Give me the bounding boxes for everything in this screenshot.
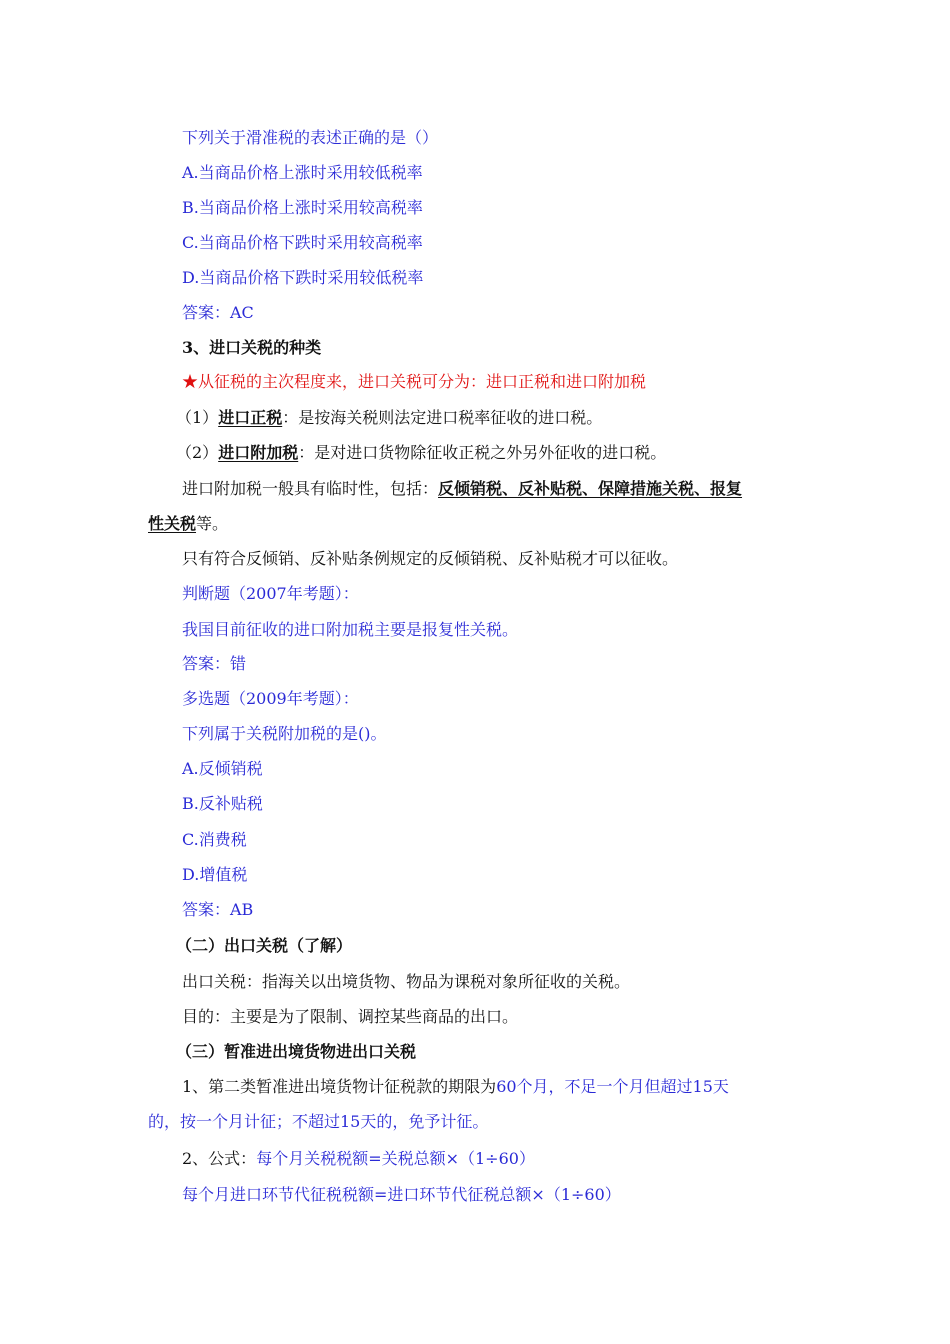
q1-option-b: B.当商品价格上涨时采用较高税率 bbox=[182, 198, 423, 217]
item-number: （2） bbox=[176, 443, 219, 462]
surcharge-paragraph-line1 bbox=[0, 477, 950, 501]
q2-answer: 答案：错 bbox=[182, 654, 247, 673]
formula-line bbox=[0, 1147, 950, 1171]
temporary-goods-paragraph-line1 bbox=[0, 1075, 950, 1099]
section-heading-import-tariff-types: 3、进口关税的种类 bbox=[182, 338, 322, 357]
paragraph-text: 等。 bbox=[196, 514, 229, 533]
term-import-surcharge: 进口附加税 bbox=[218, 443, 299, 462]
q2-label: 判断题（2007年考题）： bbox=[182, 584, 359, 603]
q1-option-a: A.当商品价格上涨时采用较低税率 bbox=[182, 163, 423, 182]
surcharge-types-cont: 性关税 bbox=[148, 514, 197, 533]
term-import-main-tax: 进口正税 bbox=[218, 408, 283, 427]
export-tariff-definition: 出口关税：指海关以出境货物、物品为课税对象所征收的关税。 bbox=[182, 972, 631, 991]
period-highlight: 60个月，不足一个月但超过15天 bbox=[496, 1077, 729, 1096]
q3-option-b: B.反补贴税 bbox=[182, 794, 263, 813]
item-definition: ：是按海关税则法定进口税率征收的进口税。 bbox=[282, 408, 603, 427]
temporary-goods-paragraph-line2: 的，按一个月计征；不超过15天的，免予计征。 bbox=[148, 1112, 489, 1131]
monthly-import-tax-formula: 每个月进口环节代征税税额=进口环节代征税总额×（1÷60） bbox=[182, 1185, 621, 1204]
q3-answer: 答案：AB bbox=[182, 900, 254, 919]
q1-option-d: D.当商品价格下跌时采用较低税率 bbox=[182, 268, 424, 287]
item-import-surcharge bbox=[0, 441, 950, 465]
export-tariff-purpose: 目的：主要是为了限制、调控某些商品的出口。 bbox=[182, 1007, 519, 1026]
paragraph-text: 进口附加税一般具有临时性，包括： bbox=[182, 479, 439, 498]
q3-option-c: C.消费税 bbox=[182, 830, 247, 849]
item-main-import-tax bbox=[0, 406, 950, 430]
q2-question: 我国目前征收的进口附加税主要是报复性关税。 bbox=[182, 620, 519, 639]
monthly-tariff-formula: 每个月关税税额=关税总额×（1÷60） bbox=[256, 1149, 535, 1168]
q1-answer: 答案：AC bbox=[182, 303, 254, 322]
surcharge-paragraph-line2 bbox=[0, 512, 950, 536]
q3-option-d: D.增值税 bbox=[182, 865, 248, 884]
paragraph-text: 1、第二类暂准进出境货物计征税款的期限为 bbox=[182, 1077, 497, 1096]
q1-question: 下列关于滑准税的表述正确的是（） bbox=[182, 128, 439, 147]
q1-option-c: C.当商品价格下跌时采用较高税率 bbox=[182, 233, 423, 252]
item-number: （1） bbox=[176, 408, 219, 427]
anti-dumping-note: 只有符合反倾销、反补贴条例规定的反倾销税、反补贴税才可以征收。 bbox=[182, 549, 679, 568]
q3-question: 下列属于关税附加税的是()。 bbox=[182, 724, 387, 743]
item-definition: ：是对进口货物除征收正税之外另外征收的进口税。 bbox=[298, 443, 667, 462]
section-heading-temporary-goods: （三）暂准进出境货物进出口关税 bbox=[176, 1042, 417, 1061]
surcharge-types: 反倾销税、反补贴税、保障措施关税、报复 bbox=[438, 479, 743, 498]
formula-label: 2、公式： bbox=[182, 1149, 257, 1168]
section-heading-export-tariff: （二）出口关税（了解） bbox=[176, 936, 353, 955]
key-point-line: ★从征税的主次程度来，进口关税可分为：进口正税和进口附加税 bbox=[182, 372, 647, 391]
q3-option-a: A.反倾销税 bbox=[182, 759, 263, 778]
q3-label: 多选题（2009年考题）： bbox=[182, 689, 359, 708]
